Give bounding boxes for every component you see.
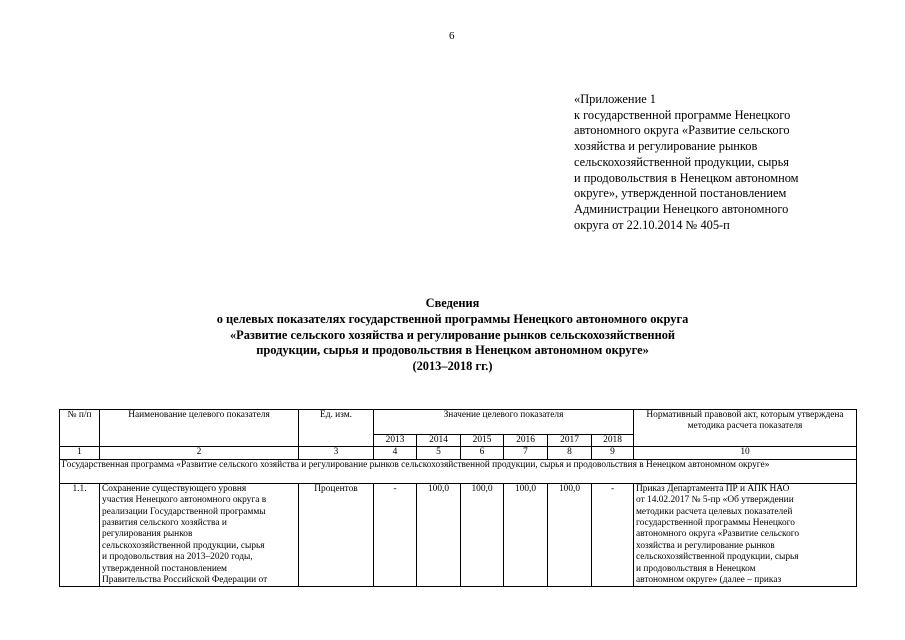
row-name-line: и продовольствия на 2013–2020 годы, <box>102 552 253 563</box>
row-name-line: Сохранение существующего уровня <box>102 483 247 494</box>
header-act: Нормативный правовой акт, которым утверждена методика расчета показателя <box>634 410 857 447</box>
row-value: - <box>374 483 417 587</box>
row-act-line: автономном округе» (далее – приказ <box>636 575 782 586</box>
header-num: № п/п <box>60 410 100 447</box>
header-year: 2014 <box>417 435 461 447</box>
row-name <box>100 483 299 587</box>
appendix-line: Администрации Ненецкого автономного <box>574 201 789 216</box>
row-value: - <box>592 483 634 587</box>
row-value: 100,0 <box>461 483 504 587</box>
title-line: (2013–2018 гг.) <box>412 359 493 374</box>
row-name-line: развития сельского хозяйства и <box>102 518 227 529</box>
row-value: 100,0 <box>504 483 548 587</box>
header-unit: Ед. изм. <box>299 410 374 447</box>
row-name-line: сельскохозяйственной продукции, сырья <box>102 540 265 551</box>
column-number: 4 <box>374 447 417 459</box>
row-name-line: регулирования рынков <box>102 529 193 540</box>
appendix-line: округа от 22.10.2014 № 405-п <box>574 217 730 232</box>
title-line: Сведения <box>425 296 480 310</box>
row-act-line: от 14.02.2017 № 5-пр «Об утверждении <box>636 495 794 506</box>
appendix-note <box>574 92 874 233</box>
table-row <box>60 483 857 587</box>
title-line: «Развитие сельского хозяйства и регулирование рынков сельскохозяйственной <box>229 327 676 342</box>
header-year: 2016 <box>504 435 548 447</box>
column-number: 1 <box>60 447 100 459</box>
column-number: 7 <box>504 447 548 459</box>
column-number: 8 <box>548 447 592 459</box>
row-value: 100,0 <box>417 483 461 587</box>
row-name-line: утвержденной постановлением <box>102 563 227 574</box>
header-name: Наименование целевого показателя <box>100 410 299 447</box>
row-act <box>634 483 857 587</box>
document-title <box>0 296 905 375</box>
row-act-line: сельскохозяйственной продукции, сырья <box>636 552 799 563</box>
row-act-line: методики расчета целевых показателей <box>636 506 793 517</box>
row-act-line: Приказ Департамента ПР и АПК НАО <box>636 483 790 494</box>
indicators-table <box>59 409 857 587</box>
title-line: продукции, сырья и продовольствия в Ненецком автономном округе» <box>256 343 649 358</box>
appendix-line: автономного округа «Развитие сельского <box>574 123 790 138</box>
column-number: 2 <box>100 447 299 459</box>
header-year: 2017 <box>548 435 592 447</box>
header-year: 2013 <box>374 435 417 447</box>
row-name-line: участия Ненецкого автономного округа в <box>102 495 267 506</box>
header-year: 2018 <box>592 435 634 447</box>
row-unit: Процентов <box>299 483 374 587</box>
appendix-line: округе», утвержденной постановлением <box>574 186 787 201</box>
row-value: 100,0 <box>548 483 592 587</box>
appendix-line: и продовольствия в Ненецком автономном <box>574 170 799 185</box>
column-number: 5 <box>417 447 461 459</box>
column-number: 9 <box>592 447 634 459</box>
appendix-line: «Приложение 1 <box>574 92 656 106</box>
appendix-line: к государственной программе Ненецкого <box>574 107 791 122</box>
appendix-line: сельскохозяйственной продукции, сырья <box>574 154 789 169</box>
row-act-line: автономного округа «Развитие сельского <box>636 529 800 540</box>
row-name-line: Правительства Российской Федерации от <box>102 575 268 586</box>
title-line: о целевых показателях государственной программы Ненецкого автономного округа <box>216 311 689 326</box>
header-value: Значение целевого показателя <box>374 410 634 435</box>
appendix-line: хозяйства и регулирование рынков <box>574 139 758 154</box>
column-number: 6 <box>461 447 504 459</box>
row-num: 1.1. <box>60 483 100 587</box>
row-act-line: хозяйства и регулирование рынков <box>636 540 775 551</box>
page-number: 6 <box>449 30 455 42</box>
header-year: 2015 <box>461 435 504 447</box>
column-number: 3 <box>299 447 374 459</box>
row-act-line: и продовольствия в Ненецком <box>636 563 756 574</box>
row-name-line: реализации Государственной программы <box>102 506 266 517</box>
row-act-line: государственной программы Ненецкого <box>636 518 795 529</box>
column-number: 10 <box>634 447 857 459</box>
program-row: Государственная программа «Развитие сельского хозяйства и регулирование рынков сельскохозяйственной продукции, сырья и продовольствия в Ненецком автономном округе» <box>60 459 857 483</box>
